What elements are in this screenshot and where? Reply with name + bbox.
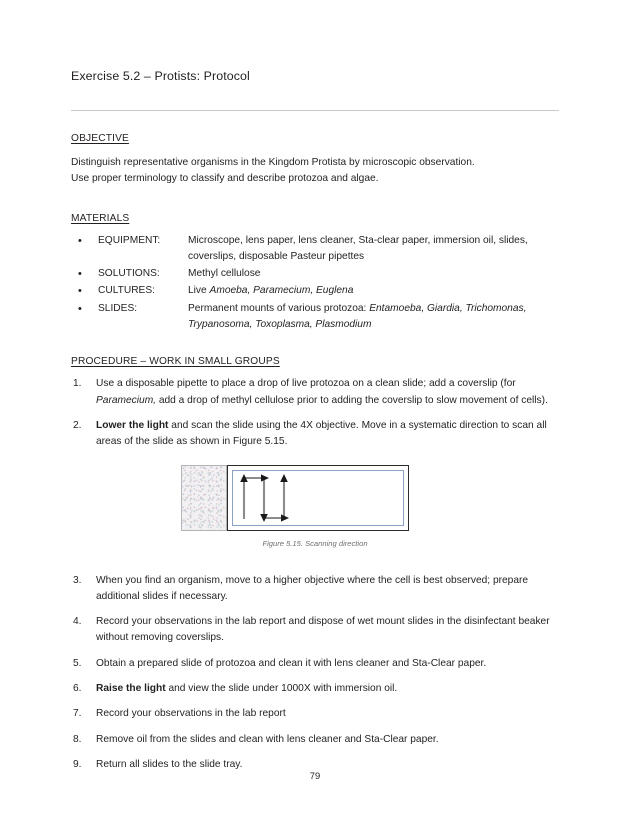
procedure-list-top (71, 376, 559, 450)
materials-item (71, 266, 559, 282)
procedure-step-text: When you find an organism, move to a higher objective where the cell is best observed; prepare additional slides if necessary. (96, 574, 529, 602)
figure-5-15 (71, 465, 559, 561)
bullet-icon: • (78, 268, 82, 281)
procedure-list-bottom (71, 573, 559, 774)
materials-item-value: Methyl cellulose (188, 268, 261, 280)
objective-line-2: Use proper terminology to classify and describe protozoa and algae. (71, 173, 379, 185)
procedure-step (71, 376, 559, 409)
procedure-step (71, 573, 559, 606)
scan-area-inner-border (232, 470, 404, 526)
materials-list (71, 233, 559, 334)
bullet-icon: • (78, 285, 82, 298)
procedure-step (71, 732, 559, 748)
scanning-direction-arrows (233, 471, 403, 525)
objective-line-1: Distinguish representative organisms in the Kingdom Protista by microscopic observation. (71, 157, 475, 169)
page-title: Exercise 5.2 – Protists: Protocol (71, 69, 250, 83)
page-content (71, 68, 559, 782)
procedure-step-number: 7. (73, 708, 82, 720)
procedure-step-number: 8. (73, 733, 82, 745)
specimen-smear-texture (181, 465, 227, 531)
procedure-step-text: Remove oil from the slides and clean with lens cleaner and Sta-Clear paper. (96, 733, 439, 745)
section-heading-objective: OBJECTIVE (71, 133, 129, 145)
procedure-step-number: 4. (73, 616, 82, 628)
page-number: 79 (309, 770, 321, 781)
figure-box (181, 465, 409, 531)
materials-item-label: SOLUTIONS: (98, 268, 160, 280)
procedure-step-number: 2. (73, 419, 82, 431)
procedure-step-number: 3. (73, 574, 82, 586)
scan-area (227, 465, 409, 531)
objective-body (71, 155, 559, 187)
procedure-step-text: Return all slides to the slide tray. (96, 758, 243, 770)
procedure-step (71, 418, 559, 451)
materials-item (71, 283, 559, 299)
materials-item (71, 233, 559, 266)
procedure-step (71, 614, 559, 647)
materials-item-label: EQUIPMENT: (98, 234, 161, 246)
procedure-step-text: Record your observations in the lab report and dispose of wet mount slides in the disinfectant beaker without removing coverslips. (96, 616, 550, 644)
procedure-step-number: 1. (73, 378, 82, 390)
section-heading-procedure: PROCEDURE – WORK IN SMALL GROUPS (71, 356, 280, 368)
materials-item-value: Microscope, lens paper, lens cleaner, Sta-clear paper, immersion oil, slides, coverslips, disposable Pasteur pipettes (188, 234, 528, 262)
materials-item-label: CULTURES: (98, 285, 155, 297)
procedure-step (71, 681, 559, 697)
procedure-step-text: Record your observations in the lab report (96, 708, 286, 720)
procedure-step-text: Lower the light and scan the slide using the 4X objective. Move in a systematic direction to scan all areas of the slide as shown in Figure 5.15. (96, 419, 547, 448)
procedure-step-text: Raise the light and view the slide under 1000X with immersion oil. (96, 682, 398, 694)
materials-item-value: Permanent mounts of various protozoa: Entamoeba, Giardia, Trichomonas, Trypanosoma, Toxoplasma, Plasmodium (188, 302, 527, 331)
materials-item-value: Live Amoeba, Paramecium, Euglena (188, 285, 354, 297)
procedure-step-number: 6. (73, 682, 82, 694)
bullet-icon: • (78, 302, 82, 315)
procedure-step (71, 656, 559, 672)
procedure-step-text: Obtain a prepared slide of protozoa and clean it with lens cleaner and Sta-Clear paper. (96, 657, 487, 669)
section-heading-materials: MATERIALS (71, 212, 130, 224)
procedure-step-number: 5. (73, 657, 82, 669)
procedure-step-text: Use a disposable pipette to place a drop of live protozoa on a clean slide; add a coverslip (for Paramecium, add a drop of methyl cellulose prior to adding the coverslip to slow movement of cells). (96, 378, 548, 406)
materials-item-label: SLIDES: (98, 302, 138, 314)
figure-caption: Figure 5.15. Scanning direction (262, 538, 368, 548)
title-divider (71, 110, 559, 111)
bullet-icon: • (78, 234, 82, 247)
materials-item (71, 301, 559, 334)
procedure-step (71, 706, 559, 722)
procedure-step-number: 9. (73, 758, 82, 770)
